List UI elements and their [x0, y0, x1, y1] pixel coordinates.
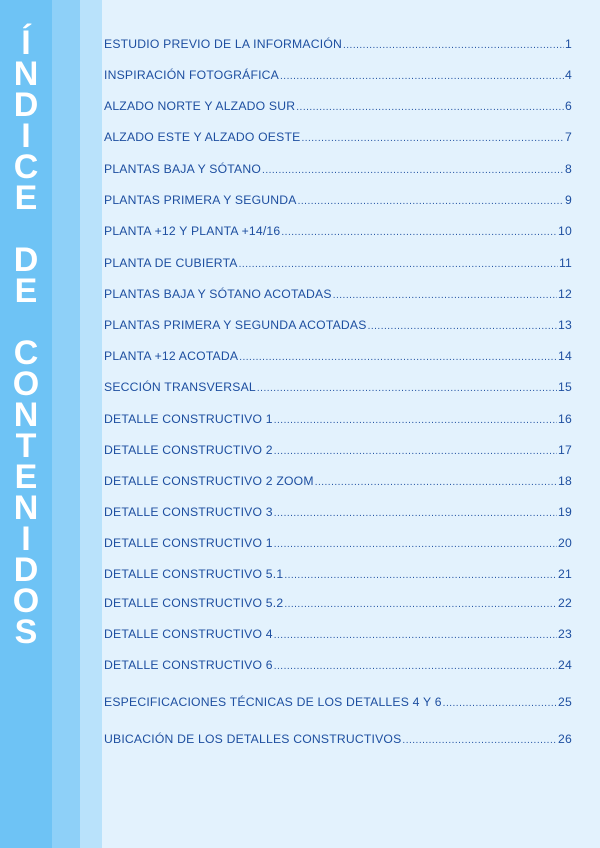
toc-leader-dots — [296, 102, 564, 113]
toc-entry-label: SECCIÓN TRANSVERSAL — [104, 380, 256, 394]
toc-leader-dots — [239, 259, 558, 270]
title-letter: D — [13, 241, 39, 279]
toc-entry-label: INSPIRACIÓN FOTOGRÁFICA — [104, 68, 280, 82]
title-letter: N — [13, 489, 39, 527]
toc-entry-page: 9 — [565, 193, 572, 207]
title-letter: O — [12, 582, 40, 620]
toc-entry-page: 7 — [565, 130, 572, 144]
toc-entry-page: 21 — [558, 567, 572, 581]
toc-entry[interactable] — [104, 596, 572, 610]
toc-entry-label: PLANTAS PRIMERA Y SEGUNDA ACOTADAS — [104, 318, 367, 332]
toc-entry-label: ESTUDIO PREVIO DE LA INFORMACIÓN — [104, 37, 342, 51]
toc-entry[interactable] — [104, 256, 572, 270]
toc-entry-page: 26 — [558, 732, 572, 746]
toc-leader-dots — [239, 352, 557, 363]
toc-entry-page: 11 — [558, 256, 572, 270]
toc-leader-dots — [274, 630, 557, 641]
toc-entry-label: DETALLE CONSTRUCTIVO 3 — [104, 505, 273, 519]
title-letter: D — [13, 551, 39, 589]
side-band-middle — [52, 0, 80, 848]
toc-entry[interactable] — [104, 567, 572, 581]
side-band-inner — [80, 0, 102, 848]
title-letter: E — [14, 272, 38, 310]
toc-entry[interactable] — [104, 224, 572, 238]
title-letter: C — [13, 148, 39, 186]
title-letter: I — [21, 117, 31, 155]
toc-entry-label: DETALLE CONSTRUCTIVO 6 — [104, 658, 273, 672]
toc-entry-page: 22 — [558, 596, 572, 610]
toc-entry-page: 20 — [558, 536, 572, 550]
toc-entry[interactable] — [104, 287, 572, 301]
toc-entry-page: 10 — [558, 224, 572, 238]
title-letter: N — [13, 55, 39, 93]
toc-leader-dots — [333, 290, 557, 301]
toc-leader-dots — [262, 165, 564, 176]
title-letter: D — [13, 86, 39, 124]
vertical-title — [0, 24, 52, 651]
toc-entry-label: DETALLE CONSTRUCTIVO 5.2 — [104, 596, 284, 610]
toc-entry[interactable] — [104, 732, 572, 746]
toc-entry-label: PLANTA +12 Y PLANTA +14/16 — [104, 224, 281, 238]
toc-leader-dots — [298, 196, 564, 207]
toc-leader-dots — [274, 661, 557, 672]
title-letter: C — [13, 334, 39, 372]
toc-entry[interactable] — [104, 162, 572, 176]
toc-entry[interactable] — [104, 695, 572, 709]
toc-entry-label: PLANTAS PRIMERA Y SEGUNDA — [104, 193, 297, 207]
toc-entry-label: DETALLE CONSTRUCTIVO 1 — [104, 412, 273, 426]
toc-entry-label: DETALLE CONSTRUCTIVO 5.1 — [104, 567, 284, 581]
toc-leader-dots — [274, 415, 557, 426]
toc-leader-dots — [257, 383, 557, 394]
title-letter: T — [15, 427, 37, 465]
toc-entry-page: 1 — [565, 37, 572, 51]
toc-leader-dots — [315, 477, 557, 488]
toc-entry-page: 25 — [558, 695, 572, 709]
toc-entry-label: DETALLE CONSTRUCTIVO 2 — [104, 443, 273, 457]
toc-entry-label: DETALLE CONSTRUCTIVO 2 ZOOM — [104, 474, 314, 488]
toc-entry-page: 15 — [558, 380, 572, 394]
toc-entry[interactable] — [104, 130, 572, 144]
toc-entry-page: 18 — [558, 474, 572, 488]
toc-entry-label: PLANTAS BAJA Y SÓTANO — [104, 162, 262, 176]
toc-entry-label: PLANTA +12 ACOTADA — [104, 349, 239, 363]
toc-entry[interactable] — [104, 627, 572, 641]
toc-entry[interactable] — [104, 37, 572, 51]
title-letter: I — [21, 520, 31, 558]
toc-entry-label: ALZADO ESTE Y ALZADO OESTE — [104, 130, 301, 144]
toc-entry-label: ALZADO NORTE Y ALZADO SUR — [104, 99, 296, 113]
toc-leader-dots — [368, 321, 557, 332]
toc-leader-dots — [402, 735, 557, 746]
toc-entry-label: ESPECIFICACIONES TÉCNICAS DE LOS DETALLES 4 Y 6 — [104, 695, 442, 709]
toc-leader-dots — [284, 599, 557, 610]
toc-entry-page: 12 — [558, 287, 572, 301]
toc-entry-page: 19 — [558, 505, 572, 519]
toc-leader-dots — [301, 133, 564, 144]
toc-entry-page: 23 — [558, 627, 572, 641]
toc-leader-dots — [274, 539, 557, 550]
toc-leader-dots — [443, 698, 557, 709]
toc-entry-page: 8 — [565, 162, 572, 176]
title-letter: E — [14, 179, 38, 217]
toc-leader-dots — [280, 71, 564, 82]
toc-entry-label: UBICACIÓN DE LOS DETALLES CONSTRUCTIVOS — [104, 732, 402, 746]
toc-leader-dots — [274, 446, 557, 457]
toc-entry[interactable] — [104, 193, 572, 207]
title-letter: E — [14, 458, 38, 496]
toc-entry-page: 4 — [565, 68, 572, 82]
toc-entry-page: 13 — [558, 318, 572, 332]
toc-entry[interactable] — [104, 505, 572, 519]
toc-entry[interactable] — [104, 349, 572, 363]
toc-leader-dots — [343, 40, 564, 51]
toc-entry[interactable] — [104, 68, 572, 82]
toc-entry-label: PLANTA DE CUBIERTA — [104, 256, 238, 270]
toc-entry[interactable] — [104, 443, 572, 457]
toc-entry[interactable] — [104, 474, 572, 488]
toc-leader-dots — [274, 508, 557, 519]
toc-entry[interactable] — [104, 658, 572, 672]
toc-entry-label: PLANTAS BAJA Y SÓTANO ACOTADAS — [104, 287, 332, 301]
toc-entry-label: DETALLE CONSTRUCTIVO 1 — [104, 536, 273, 550]
toc-entry-page: 6 — [565, 99, 572, 113]
toc-entry[interactable] — [104, 412, 572, 426]
toc-entry[interactable] — [104, 380, 572, 394]
title-letter: Í — [21, 24, 31, 62]
title-letter: O — [12, 365, 40, 403]
toc-leader-dots — [284, 570, 557, 581]
title-letter: S — [14, 613, 38, 651]
toc-entry-page: 14 — [558, 349, 572, 363]
toc-entry[interactable] — [104, 99, 572, 113]
title-letter: N — [13, 396, 39, 434]
toc-entry-label: DETALLE CONSTRUCTIVO 4 — [104, 627, 273, 641]
toc-entry[interactable] — [104, 318, 572, 332]
toc-leader-dots — [281, 227, 557, 238]
toc-entry-page: 16 — [558, 412, 572, 426]
toc-entry[interactable] — [104, 536, 572, 550]
toc-entry-page: 24 — [558, 658, 572, 672]
toc-entry-page: 17 — [558, 443, 572, 457]
